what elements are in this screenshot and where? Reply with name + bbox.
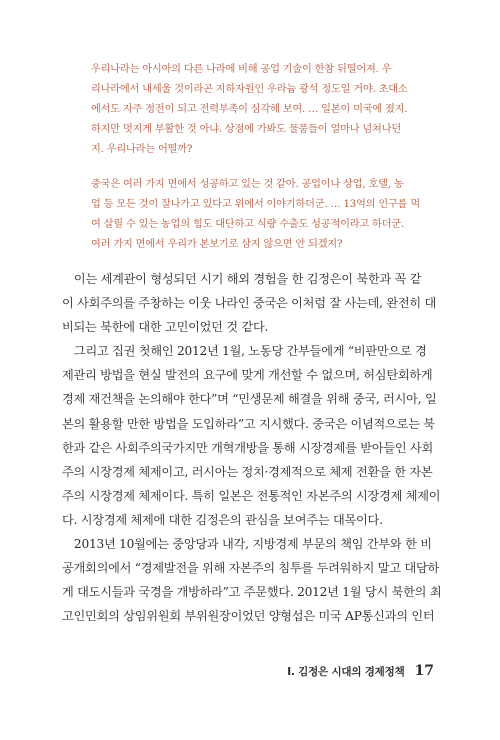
body-line: 주의 시장경제 체제이고, 러시아는 정치·경제적으로 체제 전환을 한 자본: [62, 464, 433, 479]
body-line: 다. 시장경제 체제에 대한 김정은의 관심을 보여주는 대목이다.: [62, 512, 383, 527]
body-text: [62, 267, 440, 628]
body-line: 경제 재건책을 논의해야 한다”며 “민생문제 해결을 위해 중국, 러시아, 일: [62, 392, 437, 407]
body-line: 비되는 북한에 대한 고민이었던 것 같다.: [62, 320, 269, 335]
quote-block-1: [91, 60, 413, 160]
quote-line: 에서도 자주 정전이 되고 전력부족이 심각해 보여. … 일본이 미국에 졌지.: [91, 104, 408, 115]
body-line: 2013년 10월에는 중앙당과 내각, 지방경제 부문의 책임 간부와 한 비: [62, 537, 432, 552]
running-title: I. 김정은 시대의 경제정책: [287, 666, 405, 678]
quote-line: 업 등 모든 것이 잘나가고 있다고 위에서 이야기하더군. … 13억의 인구를 먹: [91, 199, 420, 210]
body-line: 주의 시장경제 체제이다. 특히 일본은 전통적인 자본주의 시장경제 체제이: [62, 488, 441, 503]
body-line: 한과 같은 사회주의국가지만 개혁개방을 통해 시장경제를 받아들인 사회: [62, 440, 434, 455]
body-line: 공개회의에서 “경제발전을 위해 자본주의 침투를 두려워하지 말고 대담하: [62, 561, 440, 576]
quote-line: 리나라에서 내세울 것이라곤 지하자원인 우라늄 광석 정도일 거야. 초대소: [91, 84, 408, 95]
body-line: 이 사회주의를 주창하는 이웃 나라인 중국은 이처럼 잘 사는데, 완전히 대: [62, 296, 437, 311]
body-line: 게 대도시들과 국경을 개방하라”고 주문했다. 2012년 1월 당시 북한의 최: [62, 585, 442, 600]
body-line: 이는 세계관이 형성되던 시기 해외 경험을 한 김정은이 북한과 꼭 같: [62, 272, 422, 286]
quote-line: 우리나라는 아시아의 다른 나라에 비해 공업 기술이 한참 뒤떨어져. 우: [91, 64, 392, 75]
quote-line: 지. 우리나라는 어떨까?: [91, 144, 193, 155]
body-line: 본의 활용할 만한 방법을 도입하라”고 지시했다. 중국은 이념적으로는 북: [62, 416, 435, 431]
page-number: 17: [414, 663, 434, 679]
quote-line: 여러 가지 면에서 우리가 본보기로 삼지 않으면 안 되겠지?: [91, 239, 343, 250]
body-line: 제관리 방법을 현실 발전의 요구에 맞게 개선할 수 없으며, 허심탄회하게: [62, 368, 433, 383]
body-line: 고인민회의 상임위원회 부위원장이었던 양형섭은 미국 AP통신과의 인터: [62, 609, 435, 624]
page-footer: [287, 663, 434, 679]
quote-line: 중국은 여러 가지 면에서 성공하고 있는 것 같아. 공업이나 상업, 호텔, 농: [91, 179, 404, 190]
quote-line: 하지만 멋지게 부활한 것 아냐. 상점에 가봐도 물품들이 얼마나 넘쳐나던: [91, 124, 401, 135]
quote-line: 여 살릴 수 있는 농업의 힘도 대단하고 식량 수출도 성공적이라고 하더군.: [91, 219, 405, 230]
body-line: 그리고 집권 첫해인 2012년 1월, 노동당 간부들에게 “비판만으로 경: [62, 344, 427, 359]
quote-block-2: [91, 175, 420, 255]
